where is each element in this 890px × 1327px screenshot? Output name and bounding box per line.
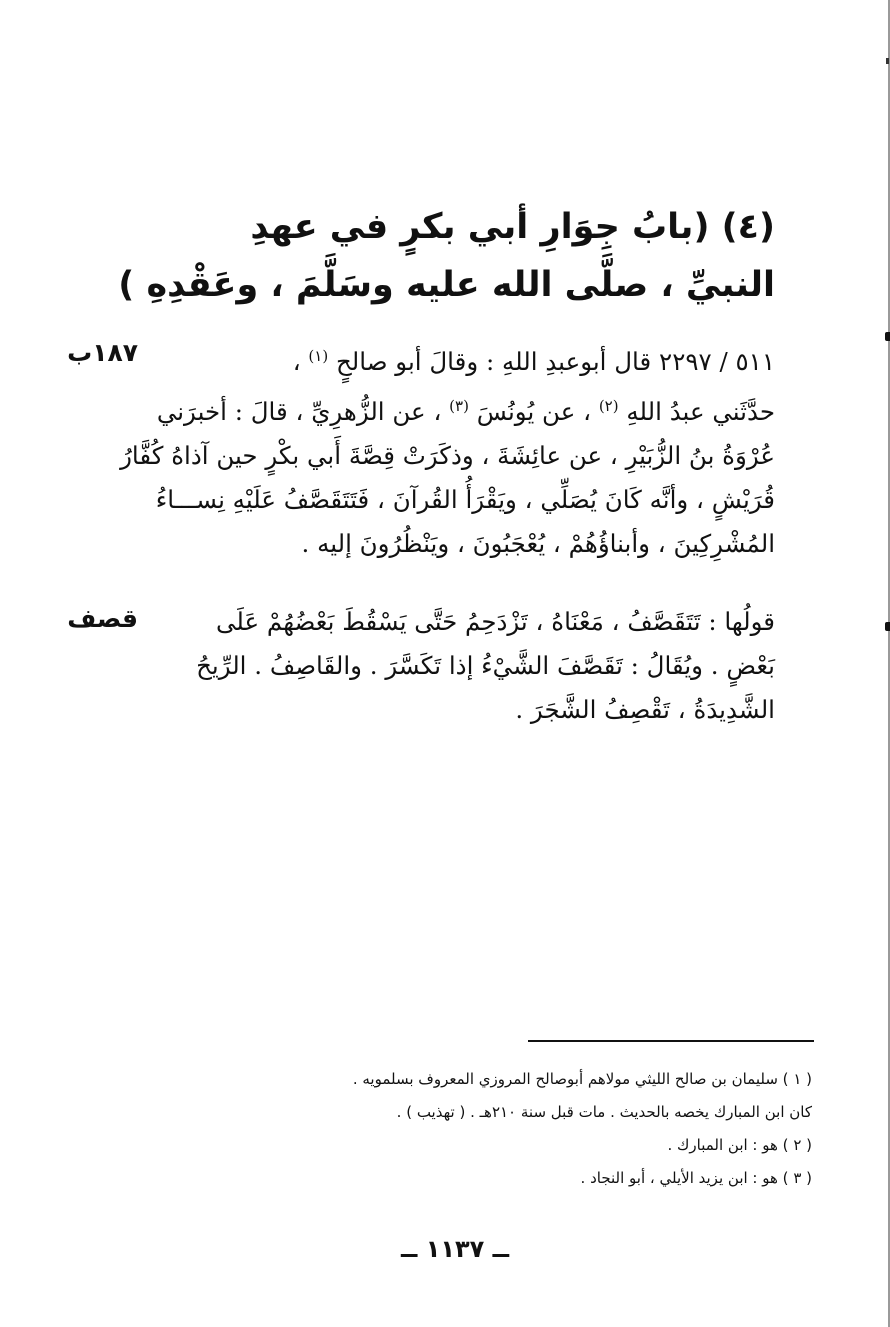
keyword-margin-note: قصف: [67, 604, 138, 633]
commentary-line: الشَّدِيدَةُ ، تَقْصِفُ الشَّجَرَ .: [515, 695, 775, 724]
hadith-line: المُشْرِكِينَ ، وأبناؤُهُمْ ، يُعْجَبُونَ ، ويَنْظُرُونَ إليه .: [301, 529, 775, 559]
footnotes: [132, 1063, 812, 1195]
folio-margin-note: ١٨٧ب: [67, 338, 138, 367]
footnote-line: ( ٢ ) هو : ابن المبارك .: [667, 1136, 812, 1154]
chapter-heading-line-1: (٤) (بابُ جِوَارِ أبي بكرٍ في عهدِ: [250, 207, 775, 247]
footnote-separator: [528, 1040, 814, 1042]
hadith-text: ، عن الزُّهرِيِّ ، قالَ : أخبرَني: [156, 397, 450, 427]
chapter-heading-line-2: النبيِّ ، صلَّى الله عليه وسَلَّمَ ، وعَقْدِهِ ): [118, 265, 775, 305]
hadith-paragraph: [120, 334, 775, 566]
footnote-line: ( ١ ) سليمان بن صالح الليثي مولاهم أبوصالح المروزي المعروف بسلمويه .: [352, 1070, 812, 1088]
footnote-marker: (١): [308, 347, 329, 365]
footnote-marker: (٢): [598, 397, 619, 416]
edge-dot: [885, 622, 890, 631]
page-number: ــ ١١٣٧ ــ: [400, 1235, 510, 1263]
chapter-heading: [118, 198, 775, 314]
commentary-paragraph: [155, 600, 775, 732]
footnote-line: ( ٣ ) هو : ابن يزيد الأيلي ، أبو النجاد .: [580, 1169, 812, 1187]
hadith-line: [155, 384, 775, 434]
commentary-line: بَعْضٍ . ويُقَالُ : تَقَصَّفَ الشَّيْءُ إذا تَكَسَّرَ . والقَاصِفُ . الرِّيحُ: [196, 651, 775, 680]
edge-dot: [885, 332, 890, 341]
hadith-text: ٥١١ / ٢٢٩٧ قال أبوعبدِ اللهِ : وقالَ أبو صالحٍ: [335, 347, 775, 377]
hadith-line: قُرَيْشٍ ، وأنَّه كَانَ يُصَلِّي ، ويَقْرَأُ القُرآنَ ، فَتَتَقَصَّفُ عَلَيْهِ نِســـاءُ: [155, 485, 775, 515]
hadith-text: حدَّثَني عبدُ اللهِ: [626, 397, 775, 427]
edge-mark: [886, 58, 889, 64]
footnote-marker: (٣): [449, 397, 469, 416]
hadith-line: [155, 334, 775, 384]
hadith-text: ،: [292, 347, 309, 377]
hadith-line: عُرْوَةُ بنُ الزُّبَيْرِ ، عن عائِشَةَ ، وذكَرَتْ قِصَّةَ أَبي بكْرٍ حين آذاهُ كُفَّارُ: [120, 441, 775, 471]
commentary-line: قولُها : تَتَقَصَّفُ ، مَعْنَاهُ ، تَزْدَحِمُ حَتَّى يَسْقُطَ بَعْضُهُمْ عَلَى: [215, 607, 775, 636]
hadith-text: ، عن يُونُسَ: [476, 397, 599, 427]
footnote-line: كان ابن المبارك يخصه بالحديث . مات قبل سنة ٢١٠هـ . ( تهذيب ) .: [396, 1103, 812, 1121]
